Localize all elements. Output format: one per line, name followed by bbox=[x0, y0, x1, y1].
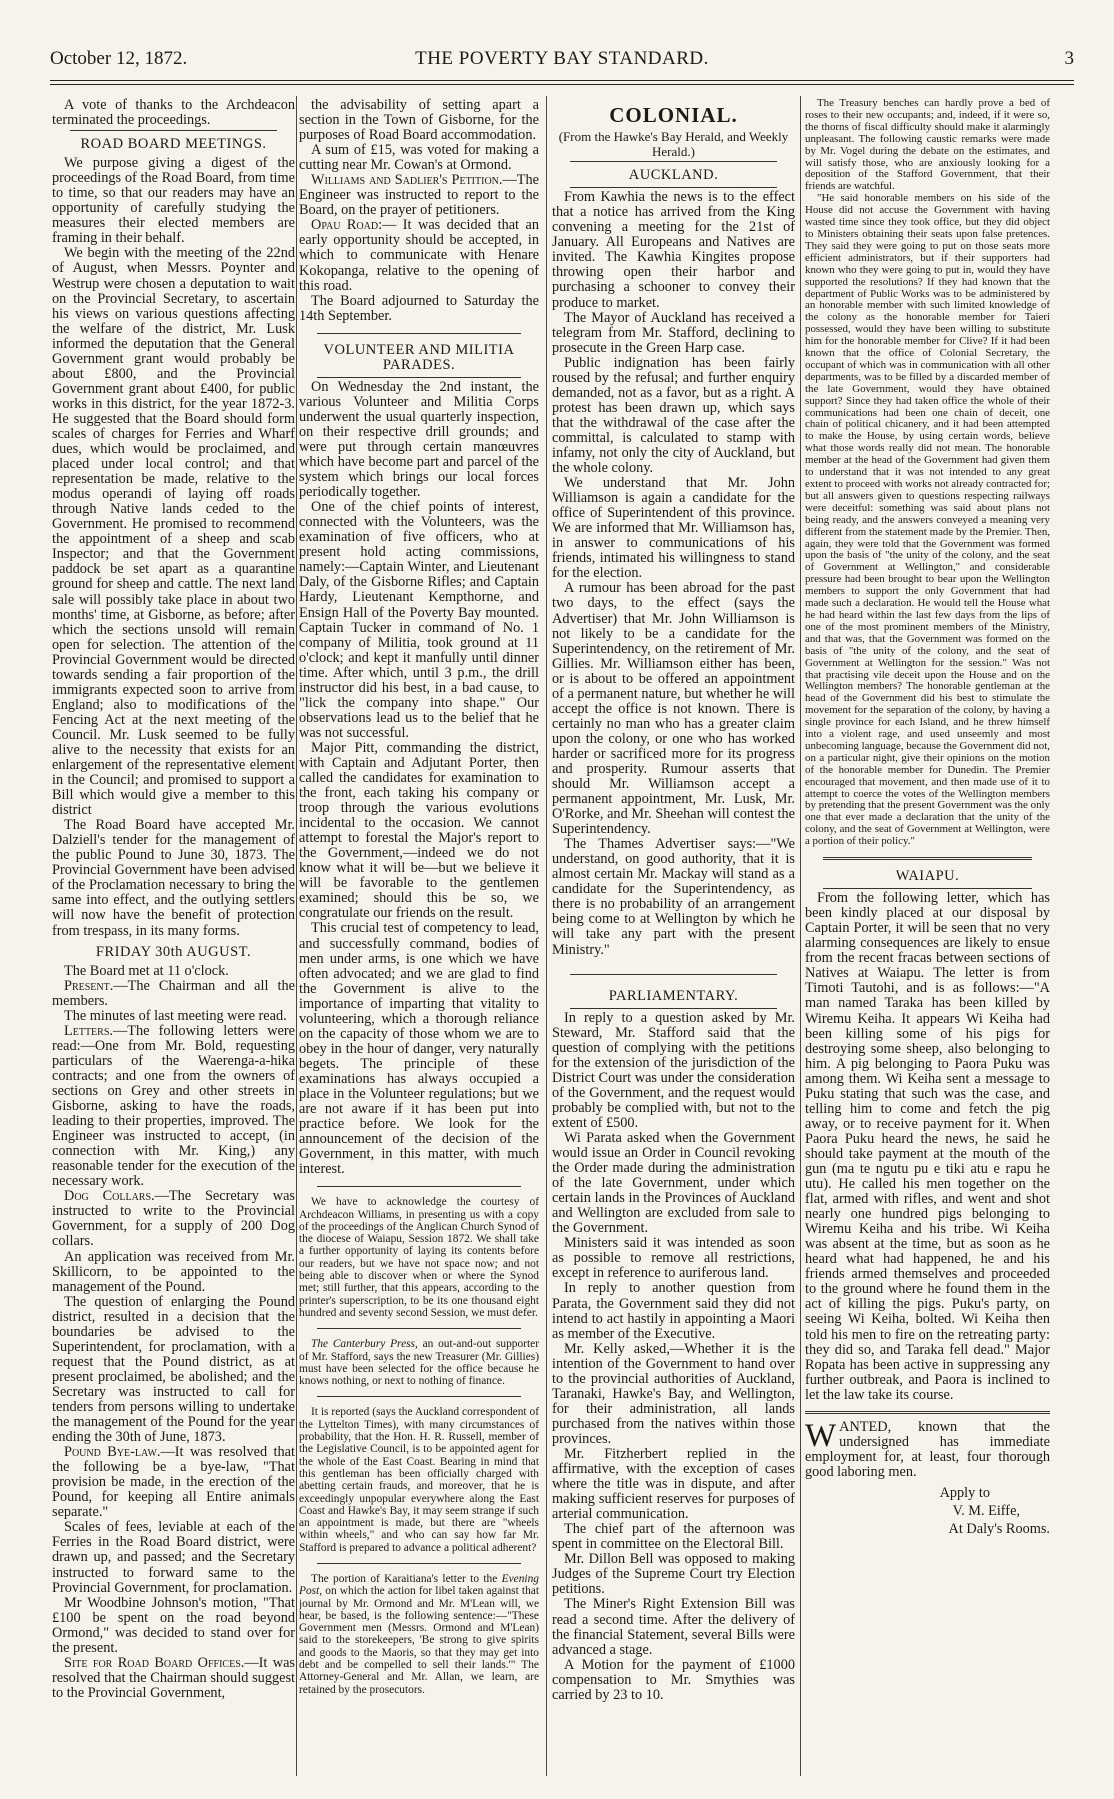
news-item: We have to acknowledge the courtesy of Archdeacon Williams, in presenting us with a copy of the proceedings of the Anglican Church Synod of the diocese of Waiapu, Session 1872. We shall take a further opportunity of laying its contents before our readers, but we have not space now; and not being able to discover when or where the Synod met; still further, that this appears, according to the printer's superscription, to be its one thousand eight hundred and seventy second Session, we must defer. bbox=[299, 1196, 539, 1319]
run-in-heading: Dog Collars. bbox=[64, 1188, 155, 1205]
subheading-auckland: AUCKLAND. bbox=[628, 167, 719, 184]
article-paragraph: A rumour has been abroad for the past two days, to the effect (says the Advertiser) that Mr. John Williamson is not likely to be a candidate for the Superintendency, on the retirement of Mr. Gillies. Mr. Williamson either has been, or is about to be offered an appointment of a permanent nature, but whether he will accept the office is not known. There is certainly no man who has a greater claim upon the colony, or one who has worked harder or sacrificed more for its progress and prosperity. Rumour asserts that should Mr. Williamson accept a permanent appointment, Mr. Lusk, Mr. O'Rorke, and Mr. Sheehan will contest the Superintendency. bbox=[552, 580, 795, 838]
article-paragraph: Public indignation has been fairly roused by the refusal; and further enquiry demanded, not as a favor, but as a right. A protest has been drawn up, which says that the withdrawal of the case after the committal, is calculated to stamp with infamy, not only the city of Auckland, but the whole colony. bbox=[552, 354, 795, 477]
article-paragraph: Mr. Dillon Bell was opposed to making Judges of the Supreme Court try Election petitions. bbox=[552, 1551, 795, 1598]
headline-waiapu: WAIAPU. bbox=[895, 868, 960, 885]
paragraph-text: —It was resolved that the Chairman should suggest to the Provincial Government, bbox=[52, 1654, 295, 1701]
column-1 bbox=[52, 98, 295, 1778]
advert-place: At Daly's Rooms. bbox=[948, 1521, 1050, 1538]
article-paragraph: Mr Woodbine Johnson's motion, "That £100 be spent on the road beyond Ormond," was decided to stand over for the present. bbox=[52, 1594, 295, 1656]
article-paragraph bbox=[52, 979, 295, 1009]
paragraph-text: an out-and-out supporter of Mr. Stafford, says the new Treasurer (Mr. Gillies) must have been selected for the office because he knows nothing, or next to nothing of finance. bbox=[299, 1338, 539, 1388]
article-paragraph bbox=[299, 173, 539, 218]
article-paragraph: Mr. Fitzherbert replied in the affirmative, with the exception of cases where the title was in dispute, and after making sufficient reserves for purposes of arterial communication. bbox=[552, 1445, 795, 1523]
paragraph-text: — It was decided that an early opportunity should be accepted, in which to communicate with Henare Kokopanga, relative to the opening of this road. bbox=[299, 217, 539, 294]
article-paragraph: The Miner's Right Extension Bill was read a second time. After the delivery of the financial Statement, several Bills were advanced a stage. bbox=[552, 1596, 795, 1658]
article-paragraph: The question of enlarging the Pound district, resulted in a decision that the boundaries be advised to the Superintendent, for proclamation, with a request that the Pound district, as at present proclaimed, be abolished; and the Secretary was instructed to call for tenders from persons willing to undertake the management of the Pound for the year ending the 30th of June, 1873. bbox=[52, 1293, 295, 1446]
publication-name: The Canterbury Press, bbox=[311, 1338, 418, 1351]
run-in-heading: Pound Bye-law. bbox=[64, 1444, 161, 1461]
article-paragraph: A sum of £15, was voted for making a cutting near Mr. Cowan's at Ormond. bbox=[299, 142, 539, 174]
article-paragraph: From Kawhia the news is to the effect that a notice has arrived from the King convening a meeting for the 21st of January. All Europeans and Natives are invited. The Kawhia Kingites propose throwing open their harbor and purchasing a schooner to convey their produce to market. bbox=[552, 189, 795, 311]
article-paragraph: An application was received from Mr. Skillicorn, to be appointed to the management of the Pound. bbox=[52, 1248, 295, 1295]
column-3 bbox=[552, 98, 795, 1778]
article-paragraph: The Road Board have accepted Mr. Dalziell's tender for the management of the public Pound to June 30, 1873. The Provincial Government have been advised of the Proclamation necessary to bring the same into effect, and the outlying settlers will now have the benefit of protection from trespass, in its many forms. bbox=[52, 817, 295, 939]
article-paragraph: A Motion for the payment of £1000 compensation to Mr. Smythies was carried by 23 to 10. bbox=[552, 1656, 795, 1703]
paragraph-text: on which the action for libel taken against that journal by Mr. Ormond and Mr. M'Lean will, we hear, be based, is the following sentence:—"These Government men (Messrs. Ormond and M'Lean) said to the storekeepers, 'Be strong to give spirits and goods to the Maoris, so that they may get into debt and be compelled to sell their lands.'" The Attorney-General and Mr. Allan, we learn, are retained by the prosecutors. bbox=[299, 1585, 539, 1696]
masthead-rule-2 bbox=[50, 84, 1074, 85]
source-note: (From the Hawke's Bay Herald, and Weekly Herald.) bbox=[558, 129, 789, 160]
article-paragraph: We understand that Mr. John Williamson is again a candidate for the office of Superintendent of this province. We are informed that Mr. Williamson has, in answer to communications of his friends, intimated his willingness to stand for the election. bbox=[552, 475, 795, 582]
article-paragraph bbox=[299, 218, 539, 293]
heading-rule bbox=[823, 888, 1032, 889]
article-separator bbox=[70, 130, 277, 131]
article-paragraph: We begin with the meeting of the 22nd of August, when Messrs. Poynter and Westrup were chosen a deputation to wait on the Provincial Secretary, to ascertain his views on various questions affecting the welfare of the district, Mr. Lusk informed the deputation that the General Government grant would probably be about £800, and the Provincial Government grant about £400, for public works in this district, for the year 1872-3. He suggested that the Board should form scales of charges for Ferries and Wharf dues, which would be proclaimed, and placed under local control; and that representation be made, relative to the modus operandi of laying off roads through Native lands ceded to the Government. He promised to recommend the appointment of a sheep and scab Inspector; and that the Government paddock be set apart as a quarantine ground for sheep and cattle. The next land sale will possibly take place in about two months' time, at Gisborne, as before; after which the sections unsold will remain open for selection. The attention of the Provincial Government would be directed towards sending a fair proportion of the immigrants expected soon to arrive from England; also to modifications of the Fencing Act at the next meeting of the Council. Mr. Lusk seemed to be fully alive to the necessity that exists for an enlargement of the representative element in the Council; and promised to support a Bill which would give a member to this district bbox=[52, 245, 295, 819]
paragraph-text: —The Chairman and all the members. bbox=[52, 977, 295, 1009]
heading-rule bbox=[570, 1008, 777, 1009]
subheading-friday: FRIDAY 30th AUGUST. bbox=[95, 943, 252, 960]
paragraph-text: —It was resolved that the following be a bye-law, "That provision be made, in the erection of the Pound, for keeping all Entire animals separate." bbox=[52, 1444, 295, 1521]
run-in-heading: Site for Road Board Offices. bbox=[64, 1654, 245, 1671]
article-separator bbox=[570, 974, 777, 975]
column-divider bbox=[800, 96, 801, 1776]
column-divider bbox=[296, 96, 297, 1776]
paragraph-text: —The Secretary was instructed to write to the Provincial Government, for a supply of 200 Dog collars. bbox=[52, 1188, 295, 1250]
news-item: It is reported (says the Auckland correspondent of the Lyttelton Times), with many circumstances of probability, that the Hon. H. R. Russell, member of the Legislative Council, is to be appointed agent for the whole of the East Coast. Bearing in mind that this gentleman has been officially charged with abetting certain frauds, and moreover, that he is exceedingly unpopular everywhere along the East Coast and Hawke's Bay, it may seem strange if such an appointment is made, but there are "wheels within wheels," and who can say how far Mr. Stafford is prepared to advance a political adherent? bbox=[299, 1406, 539, 1554]
column-4 bbox=[805, 98, 1050, 1778]
article-paragraph: Wi Parata asked when the Government would issue an Order in Council revoking the Order made during the administration of the late Government, under which certain lands in the Provinces of Auckland and Wellington are excluded from sale to the Government. bbox=[552, 1130, 795, 1237]
heading-rule bbox=[570, 161, 777, 162]
article-paragraph bbox=[52, 1024, 295, 1190]
article-paragraph: The Mayor of Auckland has received a telegram from Mr. Stafford, declining to prosecute in the Green Harp case. bbox=[552, 309, 795, 356]
publication-name: Evening Post, bbox=[299, 1573, 539, 1598]
article-paragraph: The minutes of last meeting were read. bbox=[64, 1007, 287, 1024]
article-separator bbox=[317, 1186, 521, 1187]
article-paragraph: One of the chief points of interest, connected with the Volunteers, was the examination of five officers, who at present hold acting commissions, namely:—Captain Winter, and Lieutenant Daly, of the Gisborne Rifles; and Captain Hardy, Lieutenant Kempthorne, and Ensign Hall of the Poverty Bay mounted. Captain Tucker in command of No. 1 company of Militia, took ground at 11 o'clock; and kept it manfully until dinner time. After which, until 3 p.m., the drill instructor did his best, in a bad cause, to "lick the company into shape." Our observations lead us to the belief that he was not successful. bbox=[299, 499, 539, 741]
subheading-parliamentary: PARLIAMENTARY. bbox=[608, 987, 739, 1004]
advert-name: V. M. Eiffe, bbox=[952, 1502, 1020, 1519]
paragraph-text: —The following letters were read:—One from Mr. Bold, requesting particulars of the Waerenga-a-hika contracts; and one from the owners of sections on Grey and other streets in Gisborne, asking to have the roads, leading to their properties, improved. The Engineer was instructed to accept, (in connection with Mr. King,) any reasonable tender for the execution of the necessary work. bbox=[52, 1022, 295, 1190]
quoted-speech: "He said honorable members on his side of the House did not accuse the Government with having wasted time since they took office, but they did object to Ministers obtaining their seats upon false pretences. They said they were going to put on those seats more efficient administrators, but if their supporters had known who they were going to put in, would they have supported the resolutions? If they had known that the department of Public Works was to be administered by an honorable member with such limited knowledge of the colony as the honorable member for Taieri possessed, would they have been willing to substitute him for the honorable member for Clive? If it had been known that the office of Colonial Secretary, the occupant of which was in communication with all other departments, was to be filled by a discarded member of the late Government, would they have obtained support? Since they had taken office the whole of their communications had been one chain of deceit, one chain of political chicanery, and it had been attempted to make the House, by using certain words, believe what those words really did not mean. The honorable member at the head of the Government had given them to understand that it was not intended to any great extent to proceed with works not already contracted for; but all answers given to questions respecting railways were deceitful: something was said about plans not being ready, and the answers conveyed a meaning very different from the statement made by the Premier. Then, again, they were told that the Government was formed upon the basis of "the unity of the colony, and the seat of Government at Wellington," and considerable pressure had been brought to bear upon the Wellington members to support the only Government that had made such a declaration. He would tell the House what he had heard within the last few days from the lips of one of the most prominent members of the Ministry, and that was, that the Government was formed on the basis of "the unity of the colony, and the seat of Government at Wellington for the session." Was not that practising vile deceit upon the House and on the Wellington members? The honorable gentleman at the head of the Government did his best to stimulate the movement for the separation of the colony, by having a single province for each Island, and he threw himself into a violent rage, and used unseemly and most unbecoming language, because the Government did not, on a particular night, give their opinions on the motion of the honorable member for Dunedin. The Premier encouraged that movement, and then made use of it to attempt to coerce the votes of the Wellington members by pretending that the present Government was the only one that ever made a declaration that the unity of the colony, and the seat of Government at Wellington, were a portion of their policy." bbox=[805, 192, 1050, 848]
headline-volunteer: VOLUNTEER AND MILITIA PARADES. bbox=[323, 341, 515, 373]
drop-cap: W bbox=[805, 1417, 837, 1454]
run-in-heading: Present. bbox=[64, 977, 114, 994]
advert-apply: Apply to bbox=[939, 1484, 990, 1501]
article-paragraph: Mr. Kelly asked,—Whether it is the intention of the Government to hand over to the provincial authorities of Auckland, Taranaki, Hawke's Bay, and Wellington, for their administration, all lands purchased from the natives within those provinces. bbox=[552, 1340, 795, 1447]
news-item bbox=[299, 1338, 539, 1387]
page-number: 3 bbox=[1064, 48, 1074, 69]
heading-rule bbox=[570, 187, 777, 188]
issue-date: October 12, 1872. bbox=[50, 48, 188, 69]
article-paragraph bbox=[52, 1656, 295, 1701]
article-paragraph: Ministers said it was intended as soon as possible to remove all restrictions, except in reference to auriferous land. bbox=[552, 1235, 795, 1282]
newspaper-title: THE POVERTY BAY STANDARD. bbox=[415, 48, 709, 69]
classified-advert bbox=[805, 1411, 1050, 1537]
item-separator bbox=[317, 1563, 521, 1564]
column-divider bbox=[546, 96, 547, 1776]
article-paragraph: the advisability of setting apart a section in the Town of Gisborne, for the purposes of Road Board accommodation. bbox=[299, 98, 539, 144]
article-paragraph: This crucial test of competency to lead, and successfully command, bodies of men under arms, is one which we have often advocated; and we are glad to find the Government is alive to the importance of imparting that vitality to volunteering, which a thorough reliance on the capacity of those whom we are to obey in the hour of danger, very naturally begets. The principle of these examinations has always occupied a place in the Volunteer regulations; but we are not aware if it has been put into practice before. We look for the announcement of the decision of the Government, in this matter, with much interest. bbox=[299, 920, 539, 1178]
advert-text bbox=[805, 1417, 1050, 1480]
article-paragraph: In reply to another question from Parata, the Government said they did not intend to act hastily in appointing a Maori as member of the Executive. bbox=[552, 1280, 795, 1342]
article-paragraph bbox=[52, 1445, 295, 1520]
news-item bbox=[299, 1573, 539, 1696]
article-paragraph: Major Pitt, commanding the district, with Captain and Adjutant Porter, then called the candidates for examination to the front, each taking his company or troop through the various evolutions incidental to the occasion. We cannot attempt to forestal the Major's report to the Government,—indeed we do not know what it will be—but we believe it will be favorable to the gentlemen examined; should this be so, we congratulate our friends on the result. bbox=[299, 739, 539, 922]
headline-road-board: ROAD BOARD MEETINGS. bbox=[80, 136, 267, 153]
item-separator bbox=[317, 1396, 521, 1397]
item-separator bbox=[317, 1328, 521, 1329]
article-paragraph: A vote of thanks to the Archdeacon terminated the proceedings. bbox=[52, 98, 295, 129]
run-in-heading: Letters. bbox=[64, 1022, 113, 1039]
article-separator bbox=[317, 333, 521, 334]
column-2 bbox=[299, 98, 539, 1778]
paragraph-text: The portion of Karaitiana's letter to the bbox=[311, 1573, 502, 1585]
heading-rule bbox=[317, 377, 521, 378]
article-paragraph: Scales of fees, leviable at each of the Ferries in the Road Board district, were drawn up, and passed; and the Secretary instructed to forward same to the Provincial Government, for proclamation. bbox=[52, 1519, 295, 1596]
news-item: The Treasury benches can hardly prove a bed of roses to their new occupants; and, indeed, if it were so, the thorns of fiscal difficulty should make it alarmingly unpleasant. The following caustic remarks were made by Mr. Vogel during the debate on the estimates, and will satisfy those, who are anxiously looking for a deposition of the Stafford Government, that their friends are watchful. bbox=[805, 98, 1050, 193]
article-paragraph: The chief part of the afternoon was spent in committee on the Electoral Bill. bbox=[552, 1521, 795, 1553]
article-paragraph: The Board met at 11 o'clock. bbox=[64, 962, 229, 979]
article-paragraph: In reply to a question asked by Mr. Steward, Mr. Stafford said that the question of complying with the petitions for the extension of the jurisdiction of the District Court was under the consideration of the Government, and the request would probably be complied with, but not to the extent of £500. bbox=[552, 1009, 795, 1131]
masthead-rule bbox=[50, 80, 1074, 81]
run-in-heading: Williams and Sadlier's Petition. bbox=[311, 172, 503, 189]
article-separator bbox=[823, 857, 1032, 860]
article-paragraph: On Wednesday the 2nd instant, the various Volunteer and Militia Corps underwent the usual quarterly inspection, on their respective drill grounds; and were put through certain manœuvres which have become part and parcel of the system which brings our local forces periodically together. bbox=[299, 378, 539, 501]
headline-colonial: COLONIAL. bbox=[609, 103, 738, 127]
paragraph-text: —The Engineer was instructed to report to the Board, on the prayer of petitioners. bbox=[299, 172, 539, 219]
masthead bbox=[50, 48, 1074, 78]
article-paragraph: The Board adjourned to Saturday the 14th September. bbox=[299, 292, 539, 324]
article-paragraph bbox=[52, 1189, 295, 1249]
paragraph-text: ANTED, known that the undersigned has immediate employment for, at least, four thorough good laboring men. bbox=[805, 1418, 1050, 1480]
article-paragraph: The Thames Advertiser says:—"We understand, on good authority, that it is almost certain Mr. Mackay will stand as a candidate for the Superintendency, as there is no probability of an arrangement being come to at Wellington by which he will take any part with the present Ministry." bbox=[552, 836, 795, 958]
article-paragraph: We purpose giving a digest of the proceedings of the Road Board, from time to time, so that our readers may have an opportunity of carefully studying the measures their elected members are framing in their behalf. bbox=[52, 155, 295, 247]
run-in-heading: Opau Road: bbox=[311, 217, 383, 234]
article-paragraph: From the following letter, which has been kindly placed at our disposal by Captain Porter, it will be seen that no very alarming consequences are likely to ensue from the recent fracas between sections of Natives at Waiapu. The letter is from Timoti Tautohi, and is as follows:—"A man named Taraka has been killed by Wiremu Keiha. It appears Wi Keiha had been killing some of his pigs for destroying some sheep, also belonging to him. A pig belonging to Paora Puku was among them. Wi Keiha sent a message to Puku stating that such was the case, and telling him to come and fetch the pig away, or to receive payment for it. When Paora Puku heard the news, he said he should take payment at the mouth of the gun (ma te ngutu pu e tiki atu e rapu he utu). He called his men together on the flat, armed with rifles, and went and shot nearly one hundred pigs belonging to Wiremu Keiha and his tribe. Wi Keiha was absent at the time, but as soon as he heard what had happened, he and his friends armed themselves and proceeded to the ground where he found them in the act of killing the pigs. Puku's party, on seeing Wi Keiha, bolted. Wi Keiha then told his men to fire on the retreating party: they did so, and Taraka fell dead." Major Ropata has been active in suppressing any further outbreak, and Paora is inclined to let the law take its course. bbox=[805, 890, 1050, 1403]
